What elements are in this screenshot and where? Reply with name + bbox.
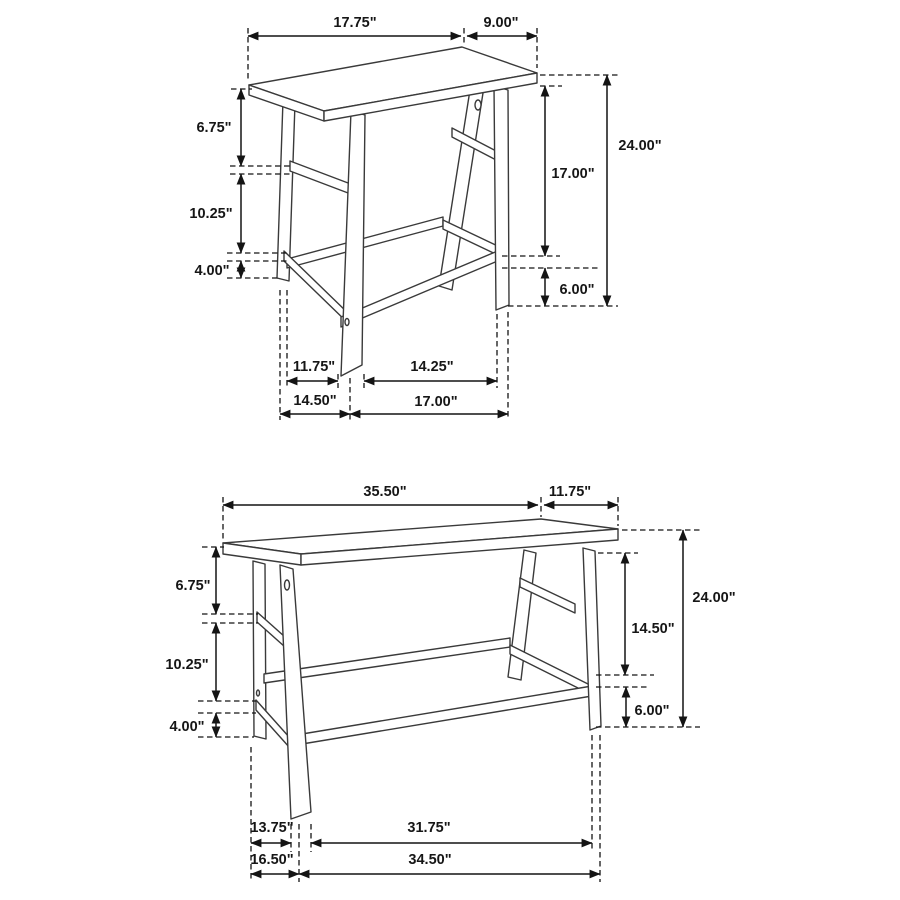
bench-dim-feet-gap-front: 31.75" [407,820,451,836]
bench-dim-rung-gap: 10.25" [165,657,209,673]
bench-dim-top-depth: 11.75" [548,484,592,500]
stool-dim-overall-height: 24.00" [618,138,662,154]
bench-dim-overall-height: 24.00" [692,590,736,606]
stool-dim-feet-span-front: 17.00" [414,394,458,410]
stool-dim-top-length: 17.75" [333,15,377,31]
bench-dim-feet-gap-left: 13.75" [250,820,294,836]
stool-dim-top-depth: 9.00" [483,15,519,31]
stool-dim-feet-gap-left: 11.75" [292,359,336,375]
bench-peg-detail [285,580,290,590]
bench-dim-top-length: 35.50" [363,484,407,500]
stool-front-stretcher [341,250,500,327]
bench-dim-lower-rung-height: 4.00" [169,719,205,735]
stool-drawing [249,47,537,376]
stool-peg-detail [475,100,481,110]
stool-dim-rung-gap: 10.25" [189,206,233,222]
stool-dim-seat-to-stretcher: 17.00" [551,166,595,182]
stool-dim-seat-to-side-rung: 6.75" [196,120,232,136]
bench-dim-feet-span-front: 34.50" [408,852,452,868]
bench-front-stretcher [302,686,592,744]
stool-left-upper-rung [290,161,356,196]
bench-dim-seat-to-side-rung: 6.75" [175,578,211,594]
bench-front-right-leg [583,548,601,730]
stool-dim-feet-span-left: 14.50" [293,393,337,409]
stool-left-lower-rung [284,251,350,325]
stool-foot-peg-detail [345,319,349,326]
bench-foot-peg-detail [257,690,260,696]
bench-drawing [223,519,618,819]
stool-dim-stretcher-to-floor: 6.00" [559,282,595,298]
bench-dim-seat-to-stretcher: 14.50" [631,621,675,637]
stool-front-right-leg [494,86,509,310]
stool-dim-feet-gap-front: 14.25" [410,359,454,375]
stool-back-stretcher [287,217,443,268]
bench-dim-feet-span-left: 16.50" [250,852,294,868]
stool-dim-lower-rung-height: 4.00" [194,263,230,279]
bench-front-left-leg [280,565,311,819]
bench-dim-stretcher-to-floor: 6.00" [634,703,670,719]
